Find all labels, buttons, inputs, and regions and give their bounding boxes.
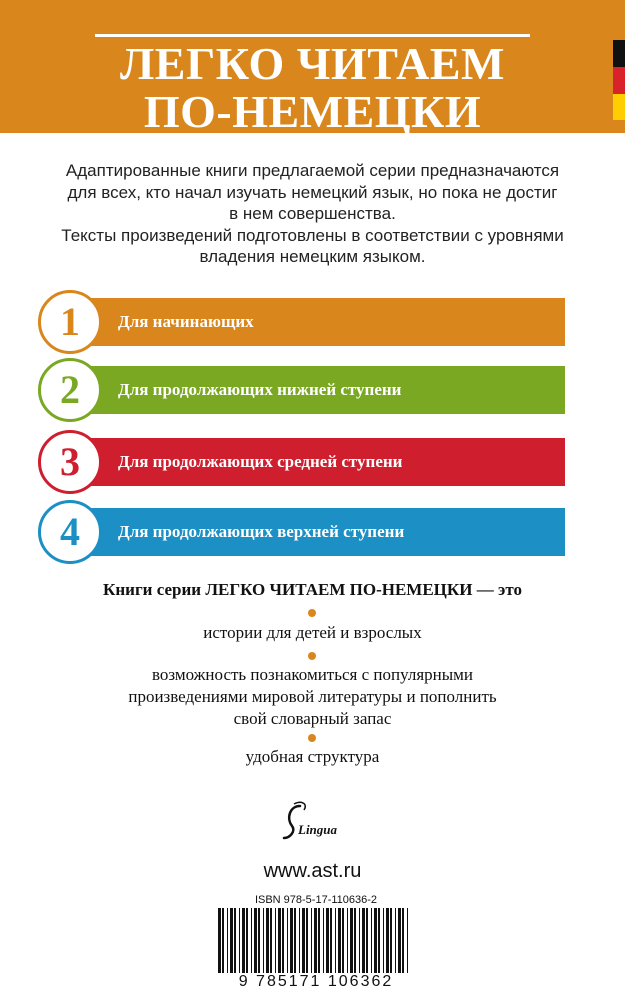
barcode-bar	[287, 908, 288, 978]
series-prefix: Книги серии	[103, 580, 206, 599]
intro-line: для всех, кто начал изучать немецкий язык, но пока не достиг	[67, 182, 558, 202]
barcode-bar	[398, 908, 401, 978]
barcode-bar	[335, 908, 336, 978]
barcode-bar	[263, 908, 264, 978]
isbn-barcode	[216, 908, 412, 978]
level-3-bar	[38, 430, 565, 494]
intro-line: Адаптированные книги предлагаемой серии предназначаются	[65, 161, 560, 180]
intro-line: владения немецким языком.	[199, 247, 426, 266]
level-number: 4	[60, 509, 80, 554]
feature-line: свой словарный запас	[233, 709, 392, 728]
barcode-bar	[227, 908, 228, 978]
barcode-bar	[366, 908, 368, 978]
series-name: ЛЕГКО ЧИТАЕМ ПО-НЕМЕЦКИ	[205, 580, 473, 599]
feature-line: возможность познакомиться с популярными	[151, 665, 474, 684]
barcode-bar	[239, 908, 240, 978]
level-number-circle	[38, 358, 102, 422]
barcode-bar	[251, 908, 252, 978]
isbn-text: ISBN 978-5-17-110636-2	[254, 894, 378, 906]
header-rule	[95, 34, 530, 37]
level-number: 1	[60, 299, 80, 344]
feature-line: произведениями мировой литературы и пополнить	[128, 687, 497, 706]
feature-line: истории для детей и взрослых	[203, 623, 422, 642]
barcode-bar	[254, 908, 257, 978]
barcode-bar	[270, 908, 272, 978]
barcode-bar	[395, 908, 396, 978]
barcode-bar	[350, 908, 353, 978]
logo-text: Lingua	[298, 822, 338, 837]
barcode-bar	[234, 908, 236, 978]
barcode-bar	[311, 908, 312, 978]
barcode-bar	[302, 908, 305, 978]
barcode-bar	[383, 908, 384, 978]
intro-line: в нем совершенства.	[229, 204, 396, 223]
feature-item	[60, 664, 565, 730]
barcode-bar	[306, 908, 308, 978]
barcode-bar	[218, 908, 221, 978]
barcode-bar	[407, 908, 408, 978]
feature-line: удобная структура	[245, 747, 380, 766]
barcode-bar	[354, 908, 356, 978]
series-suffix: — это	[472, 580, 522, 599]
barcode-bar	[299, 908, 300, 978]
series-intro-line	[0, 580, 625, 600]
level-number-circle	[38, 500, 102, 564]
german-flag-icon	[613, 40, 625, 120]
cover-header	[0, 0, 625, 137]
barcode-bar	[314, 908, 317, 978]
barcode-bar	[318, 908, 320, 978]
level-number: 3	[60, 439, 80, 484]
level-label: Для продолжающих верхней ступени	[118, 522, 405, 541]
barcode-bar	[258, 908, 260, 978]
barcode-bar	[222, 908, 224, 978]
barcode-bar	[347, 908, 348, 978]
barcode-bar	[290, 908, 293, 978]
barcode-bar	[278, 908, 281, 978]
feature-item	[60, 622, 565, 644]
series-title-line-2: ПО-НЕМЕЦКИ	[143, 86, 482, 137]
barcode-bar	[275, 908, 276, 978]
barcode-bar	[390, 908, 392, 978]
level-number: 2	[60, 367, 80, 412]
barcode-digits: 9 785171 106362	[216, 973, 416, 991]
level-4-bar	[38, 500, 565, 564]
level-label: Для продолжающих нижней ступени	[118, 380, 402, 399]
publisher-website: www.ast.ru	[263, 860, 362, 882]
level-label: Для продолжающих средней ступени	[118, 452, 403, 471]
barcode-bar	[359, 908, 360, 978]
barcode-bar	[326, 908, 329, 978]
level-label: Для начинающих	[118, 312, 254, 331]
barcode-bar	[246, 908, 248, 978]
level-number-circle	[38, 430, 102, 494]
barcode-bar	[242, 908, 245, 978]
bullet-dot-icon	[308, 609, 316, 617]
level-2-bar	[38, 358, 565, 422]
level-number-circle	[38, 290, 102, 354]
barcode-bar	[378, 908, 380, 978]
barcode-bar	[338, 908, 341, 978]
barcode-bar	[294, 908, 296, 978]
feature-item	[60, 746, 565, 768]
bullet-dot-icon	[308, 652, 316, 660]
barcode-bar	[342, 908, 344, 978]
lingua-logo	[272, 800, 352, 844]
intro-line: Тексты произведений подготовлены в соответствии с уровнями	[61, 225, 564, 245]
barcode-bar	[371, 908, 372, 978]
barcode-bar	[386, 908, 389, 978]
series-title-line-1: ЛЕГКО ЧИТАЕМ	[120, 38, 505, 89]
series-title	[0, 40, 625, 136]
barcode-bar	[282, 908, 284, 978]
level-1-bar	[38, 290, 565, 354]
barcode-bar	[323, 908, 324, 978]
barcode-bar	[374, 908, 377, 978]
bullet-dot-icon	[308, 734, 316, 742]
intro-text	[60, 160, 565, 268]
barcode-bar	[230, 908, 233, 978]
barcode-bar	[362, 908, 365, 978]
barcode-bar	[402, 908, 404, 978]
barcode-bar	[266, 908, 269, 978]
barcode-bar	[330, 908, 332, 978]
